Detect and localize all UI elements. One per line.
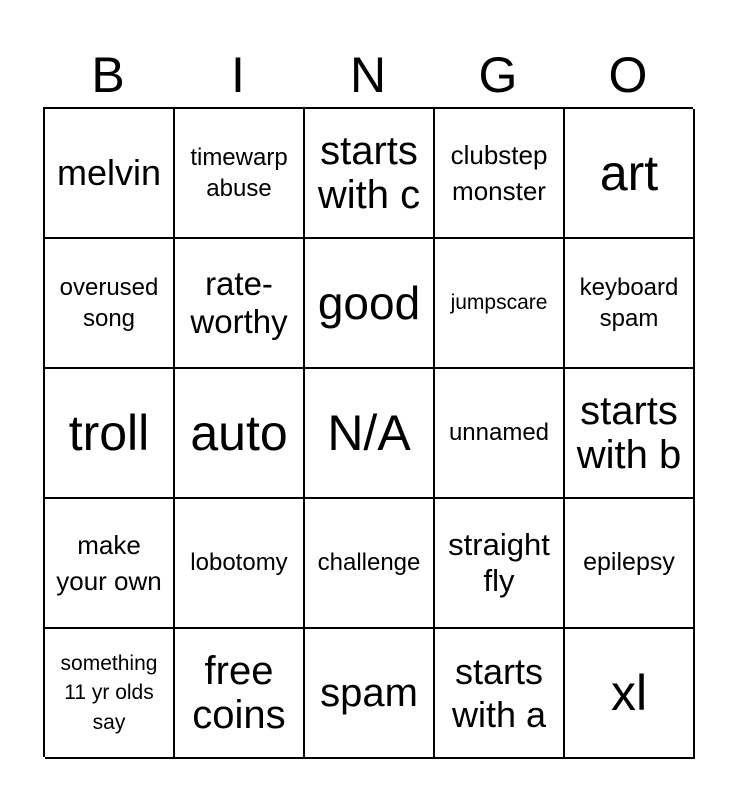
bingo-cell-r5-c3[interactable] — [305, 629, 435, 759]
bingo-header — [43, 42, 693, 108]
bingo-cell-r3-c3[interactable] — [305, 369, 435, 499]
bingo-cell-r4-c2[interactable] — [175, 499, 305, 629]
bingo-cell-r2-c3[interactable] — [305, 239, 435, 369]
bingo-cell-label: straight fly — [448, 527, 550, 598]
bingo-cell-label: something 11 yr olds say — [60, 651, 158, 734]
bingo-cell-r2-c4[interactable] — [435, 239, 565, 369]
header-letter-b: B — [91, 47, 125, 103]
bingo-cell-label: troll — [68, 404, 150, 461]
bingo-cell-label: free coins — [192, 649, 286, 737]
bingo-cell-r1-c2[interactable] — [175, 109, 305, 239]
bingo-cell-label: epilepsy — [583, 548, 675, 577]
bingo-cell-label: starts with b — [576, 389, 682, 477]
bingo-board — [43, 107, 693, 757]
bingo-cell-r3-c2[interactable] — [175, 369, 305, 499]
bingo-cell-label: overused song — [59, 273, 159, 332]
header-letter-o: O — [608, 47, 648, 103]
bingo-cell-label: keyboard spam — [579, 273, 679, 332]
bingo-cell-r1-c4[interactable] — [435, 109, 565, 239]
bingo-cell-r4-c4[interactable] — [435, 499, 565, 629]
header-letter-n: N — [349, 47, 387, 103]
bingo-cell-label: clubstep monster — [450, 139, 548, 206]
bingo-cell-label: starts with c — [317, 129, 421, 217]
bingo-cell-r1-c5[interactable] — [565, 109, 695, 239]
bingo-cell-label: xl — [610, 664, 648, 721]
bingo-cell-label: timewarp abuse — [190, 143, 288, 202]
bingo-cell-label: challenge — [317, 549, 421, 577]
bingo-cell-label: auto — [190, 404, 288, 461]
bingo-cell-r2-c1[interactable] — [45, 239, 175, 369]
bingo-cell-label: starts with a — [451, 650, 547, 735]
bingo-cell-label: good — [317, 276, 421, 329]
bingo-cell-label: melvin — [56, 152, 162, 194]
bingo-cell-label: art — [599, 144, 659, 201]
bingo-cell-r3-c4[interactable] — [435, 369, 565, 499]
bingo-cell-r1-c1[interactable] — [45, 109, 175, 239]
bingo-cell-label: spam — [320, 671, 418, 715]
bingo-cell-label: lobotomy — [190, 549, 288, 577]
bingo-cell-r4-c1[interactable] — [45, 499, 175, 629]
bingo-cell-label: jumpscare — [450, 291, 548, 315]
bingo-cell-r3-c1[interactable] — [45, 369, 175, 499]
bingo-cell-label: rate-worthy — [190, 265, 288, 340]
bingo-cell-r4-c3[interactable] — [305, 499, 435, 629]
bingo-cell-r2-c5[interactable] — [565, 239, 695, 369]
bingo-cell-r1-c3[interactable] — [305, 109, 435, 239]
bingo-cell-r5-c4[interactable] — [435, 629, 565, 759]
bingo-cell-label: unnamed — [448, 419, 550, 447]
bingo-cell-r3-c5[interactable] — [565, 369, 695, 499]
bingo-cell-r5-c2[interactable] — [175, 629, 305, 759]
bingo-cell-label: make your own — [56, 529, 162, 596]
bingo-cell-r2-c2[interactable] — [175, 239, 305, 369]
bingo-cell-r5-c1[interactable] — [45, 629, 175, 759]
bingo-cell-r5-c5[interactable] — [565, 629, 695, 759]
bingo-cell-r4-c5[interactable] — [565, 499, 695, 629]
header-letter-g: G — [478, 47, 518, 103]
bingo-cell-label: N/A — [327, 404, 411, 461]
header-letter-i: I — [231, 47, 245, 103]
